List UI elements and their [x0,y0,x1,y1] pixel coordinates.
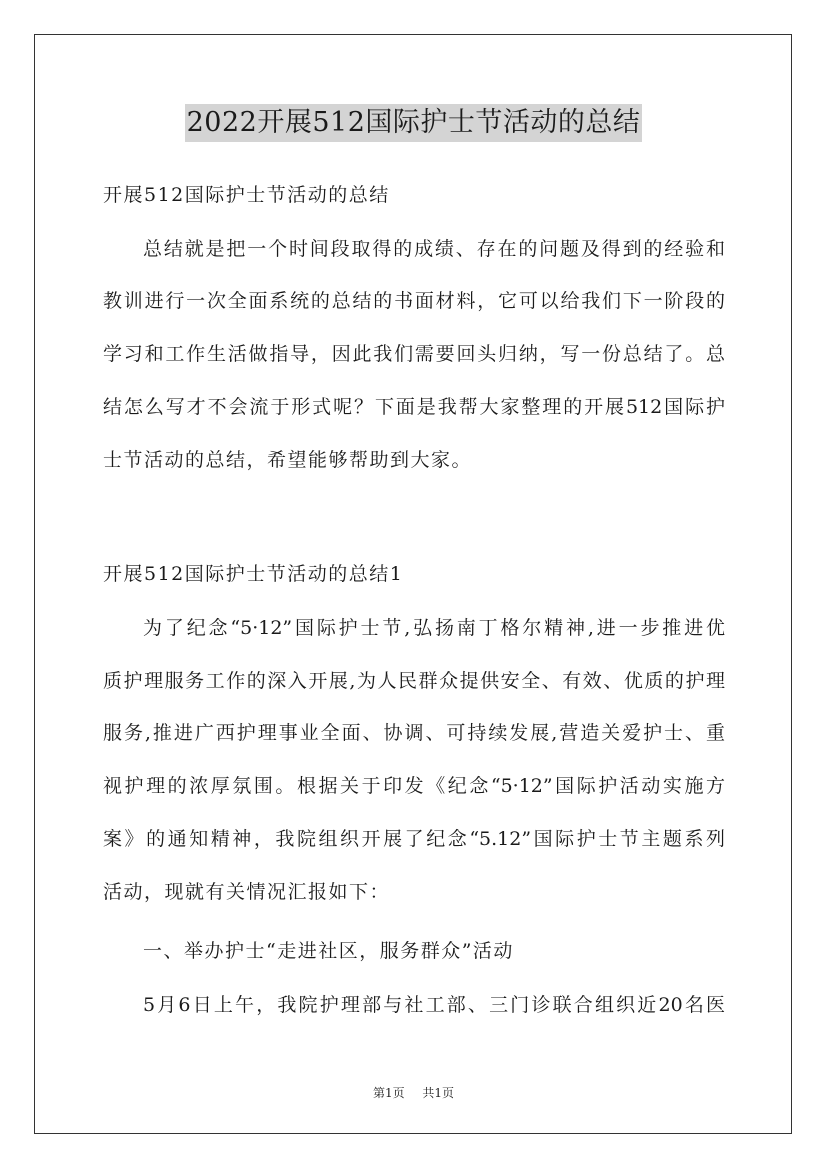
section-heading: 开展512国际护士节活动的总结1 [103,563,404,585]
paragraph-line: 学习和工作生活做指导，因此我们需要回头归纳，写一份总结了。总 [103,343,725,365]
paragraph-line: 教训进行一次全面系统的总结的书面材料，它可以给我们下一阶段的 [103,290,725,312]
paragraph-line: 服务,推进广西护理事业全面、协调、可持续发展,营造关爱护士、重 [103,722,725,744]
title-container [0,104,827,142]
paragraph-line: 5月6日上午，我院护理部与社工部、三门诊联合组织近20名医 [143,994,725,1016]
page-footer [0,1085,827,1101]
paragraph-line: 总结就是把一个时间段取得的成绩、存在的问题及得到的经验和 [143,238,725,260]
page-total: 共1页 [422,1086,454,1100]
document-subtitle: 开展512国际护士节活动的总结 [103,184,390,206]
paragraph-line: 士节活动的总结，希望能够帮助到大家。 [103,449,473,471]
item-heading: 一、举办护士“走进社区，服务群众”活动 [143,940,514,962]
paragraph-line: 为了纪念“5·12”国际护士节,弘扬南丁格尔精神,进一步推进优 [143,617,725,639]
paragraph-line: 视护理的浓厚氛围。根据关于印发《纪念“5·12”国际护活动实施方 [103,775,725,797]
paragraph-line: 案》的通知精神，我院组织开展了纪念“5.12”国际护士节主题系列 [103,828,725,850]
paragraph-line: 活动，现就有关情况汇报如下： [103,881,391,903]
paragraph-line: 结怎么写才不会流于形式呢？下面是我帮大家整理的开展512国际护 [103,396,725,418]
paragraph-line: 质护理服务工作的深入开展,为人民群众提供安全、有效、优质的护理 [103,670,725,692]
document-title: 2022开展512国际护士节活动的总结 [185,104,643,142]
page-number: 第1页 [373,1086,405,1100]
